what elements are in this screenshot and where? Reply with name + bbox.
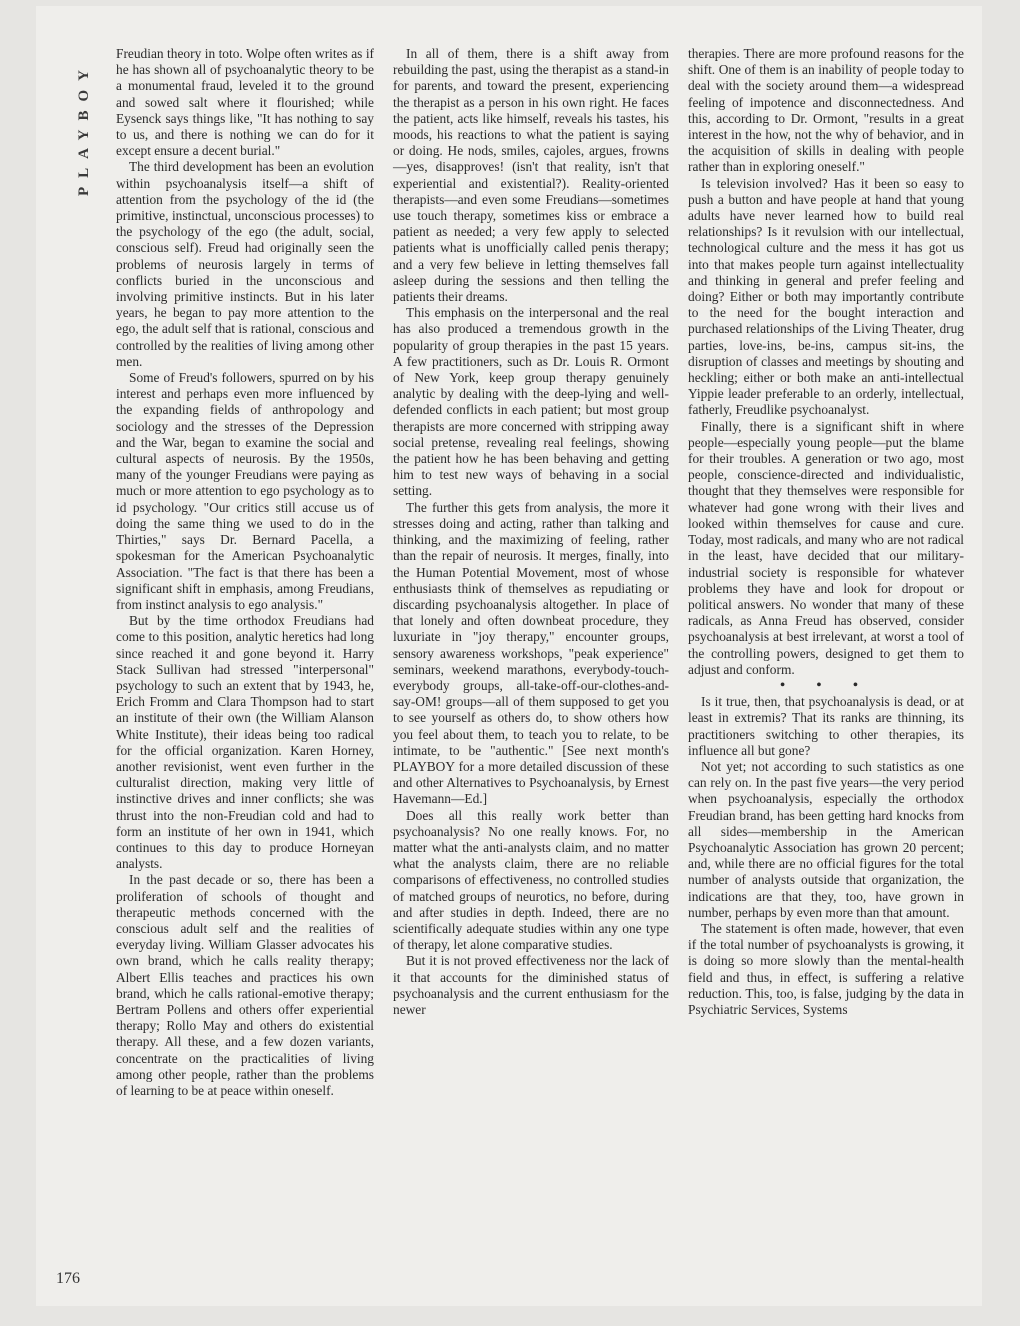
paragraph: Some of Freud's followers, spurred on by his interest and perhaps even more influenced by the expanding fields of anthropology and sociology and the stresses of the Depression and the War, began to examine the social and cultural aspects of neurosis. By the 1950s, many of the younger Freudians were paying as much or more attention to ego psychology as to id psychology. "Our critics still accuse us of doing the same thing we used to do in the Thirties," says Dr. Bernard Pacella, a spokesman for the American Psychoanalytic Association. "The fact is that there has been a significant shift in emphasis, among Freudians, from instinct analysis to ego analysis." — [116, 370, 374, 612]
magazine-page — [36, 6, 982, 1306]
paragraph: But by the time orthodox Freudians had come to this position, analytic heretics had long since reached it and gone beyond it. Harry Stack Sullivan had stressed "interpersonal" psychology to such an extent that by 1943, he, Erich Fromm and Clara Thompson had to start an institute of their own (the William Alanson White Institute), their ideas being too radical for the official organization. Karen Horney, another revisionist, went even further in the culturalist direction, making very little of instinctive drives and inner conflicts; she was thrust into the non-Freudian cold and had to form an institute of her own in 1941, which continues to this day to produce Horneyan analysts. — [116, 613, 374, 872]
masthead-text: PLAYBOY — [76, 61, 92, 196]
paragraph: Freudian theory in toto. Wolpe often writes as if he has shown all of psychoanalytic theory to be a monumental fraud, leveled it to the ground and sowed salt where it flourished; while Eysenck says things like, "It has nothing to say to us, and there is nothing we can do for it except ensure a decent burial." — [116, 46, 374, 159]
paragraph: The statement is often made, however, that even if the total number of psychoanalysts is growing, it is doing so more slowly than the mental-health field and thus, in effect, is suffering a relative reduction. This, too, is false, judging by the data in Psychiatric Services, Systems — [688, 920, 964, 1017]
text-column-3 — [688, 46, 964, 1018]
paragraph: The third development has been an evolution within psychoanalysis itself—a shift of attention from the psychology of the id (the primitive, instinctual, unconscious processes) to the psychology of the ego (the adult, social, conscious self). Freud had originally seen the problems of neurosis largely in terms of conflicts buried in the unconscious and involving primitive instincts. But in his later years, he began to pay more attention to the ego, the adult self that is rational, conscious and controlled by the realities of living among other men. — [116, 159, 374, 369]
paragraph: The further this gets from analysis, the more it stresses doing and acting, rather than talking and thinking, and the maximizing of feeling, rather than the repair of neurosis. It merges, finally, into the Human Potential Movement, most of whose enthusiasts think of themselves as repudiating or discarding psychoanalysis altogether. In place of that lonely and often downbeat procedure, they luxuriate in "joy therapy," encounter groups, sensory awareness workshops, "peak experience" seminars, weekend marathons, everybody-touch-everybody groups, all-take-off-our-clothes-and-say-OM! groups—all of them supposed to get you to see yourself as others do, to show others how you feel about them, to teach you to relate, to be intimate, to be "authentic." [See next month's PLAYBOY for a more detailed discussion of these and other Alternatives to Psychoanalysis, by Ernest Havemann—Ed.] — [393, 499, 669, 807]
paragraph: Not yet; not according to such statistics as one can rely on. In the past five years—the very period when psychoanalysis, especially the orthodox Freudian brand, has been getting hard knocks from all sides—membership in the American Psychoanalytic Association has grown 20 percent; and, while there are no official figures for the total number of analysts outside that organization, the indications are that they, too, have grown in number, perhaps by even more than that amount. — [688, 758, 964, 920]
paragraph: therapies. There are more profound reasons for the shift. One of them is an inability of people today to deal with the society around them—a widespread feeling of impotence and disconnectedness. And this, according to Dr. Ormont, "results in a great interest in the how, not the why of behavior, and in the acquisition of skills in dealing with people rather than in exploring oneself." — [688, 46, 964, 175]
paragraph: Does all this really work better than psychoanalysis? No one really knows. For, no matter what the anti-analysts claim, and no matter what the analysts claim, there are no reliable comparisons of effectiveness, no controlled studies of matched groups of neurotics, no before, during and after studies in depth. Indeed, there are no scientifically adequate studies within any one type of therapy, let alone comparative studies. — [393, 807, 669, 953]
section-separator: • • • — [780, 677, 872, 693]
paragraph: Is it true, then, that psychoanalysis is dead, or at least in extremis? That its ranks are thinning, its practitioners switching to other therapies, its influence all but gone? — [688, 694, 964, 758]
masthead — [58, 46, 92, 206]
text-column-2 — [393, 46, 669, 1018]
paragraph: This emphasis on the interpersonal and the real has also produced a tremendous growth in the popularity of group therapies in the past 15 years. A few practitioners, such as Dr. Louis R. Ormont of New York, keep group therapy genuinely analytic by dealing with the deep-lying and well-defended conflicts in each patient; but most group therapists are more concerned with stripping away social pretense, revealing real feelings, showing the patient how he has been behaving and getting him to test new ways of behaving in a social setting. — [393, 305, 669, 499]
paragraph: Is television involved? Has it been so easy to push a button and have people at hand that young adults have never learned how to build real relationships? Is it revulsion with our intellectual, technological culture and the mess it has got us into that makes people turn against intellectuality and thinking in general and prefer feeling and doing? Either or both may importantly contribute to the need for the bought interaction and purchased relationships of the Living Theater, drug parties, love-ins, be-ins, campus sit-ins, the disruption of classes and meetings by shouting and heckling; either or both make an anti-intellectual Yippie leader preferable to an orderly, intellectual, fatherly, Freudlike psychoanalyst. — [688, 175, 964, 418]
paragraph: But it is not proved effectiveness nor the lack of it that accounts for the diminished status of psychoanalysis and the current enthusiasm for the newer — [393, 953, 669, 1017]
paragraph: In all of them, there is a shift away from rebuilding the past, using the therapist as a stand-in for parents, and toward the present, experiencing the therapist as a person in his own right. He faces the patient, acts like himself, reveals his tastes, his moods, his reactions to what the patient is saying or doing. He nods, smiles, cajoles, argues, frowns—yes, disapproves! (isn't that reality, isn't that experiential and existential?). Reality-oriented therapists—and even some Freudians—sometimes use touch therapy, sometimes kiss or embrace a patient as needed; a very few apply to selected patients what is unofficially called penis therapy; and a very few believe in letting themselves fall asleep during the sessions and then telling the patients their dreams. — [393, 46, 669, 305]
paragraph: In the past decade or so, there has been a proliferation of schools of thought and therapeutic methods concerned with the conscious adult self and the realities of everyday living. William Glasser advocates his own brand, which he calls reality therapy; Albert Ellis teaches and practices his own brand, which he calls rational-emotive therapy; Bertram Pollens and others offer experiential therapy; Rollo May and others do existential therapy. All these, and a few dozen variants, concentrate on the practicalities of living among other people, rather than the problems of learning to be at peace within oneself. — [116, 872, 374, 1098]
page-number: 176 — [56, 1270, 80, 1287]
text-column-1 — [116, 46, 374, 1099]
paragraph: Finally, there is a significant shift in where people—especially young people—put the blame for their troubles. A generation or two ago, most people, conscience-directed and individualistic, thought that they themselves were responsible for whatever had gone wrong with their lives and looked within themselves for cause and cure. Today, most radicals, and many who are not radical in the least, have decided that our military-industrial society is responsible for whatever problems they have and look for dropout or political answers. No wonder that many of these radicals, as Anna Freud has observed, consider psychoanalysis at best irrelevant, at worst a tool of the controlling powers, designed to get them to adjust and conform. — [688, 418, 964, 677]
